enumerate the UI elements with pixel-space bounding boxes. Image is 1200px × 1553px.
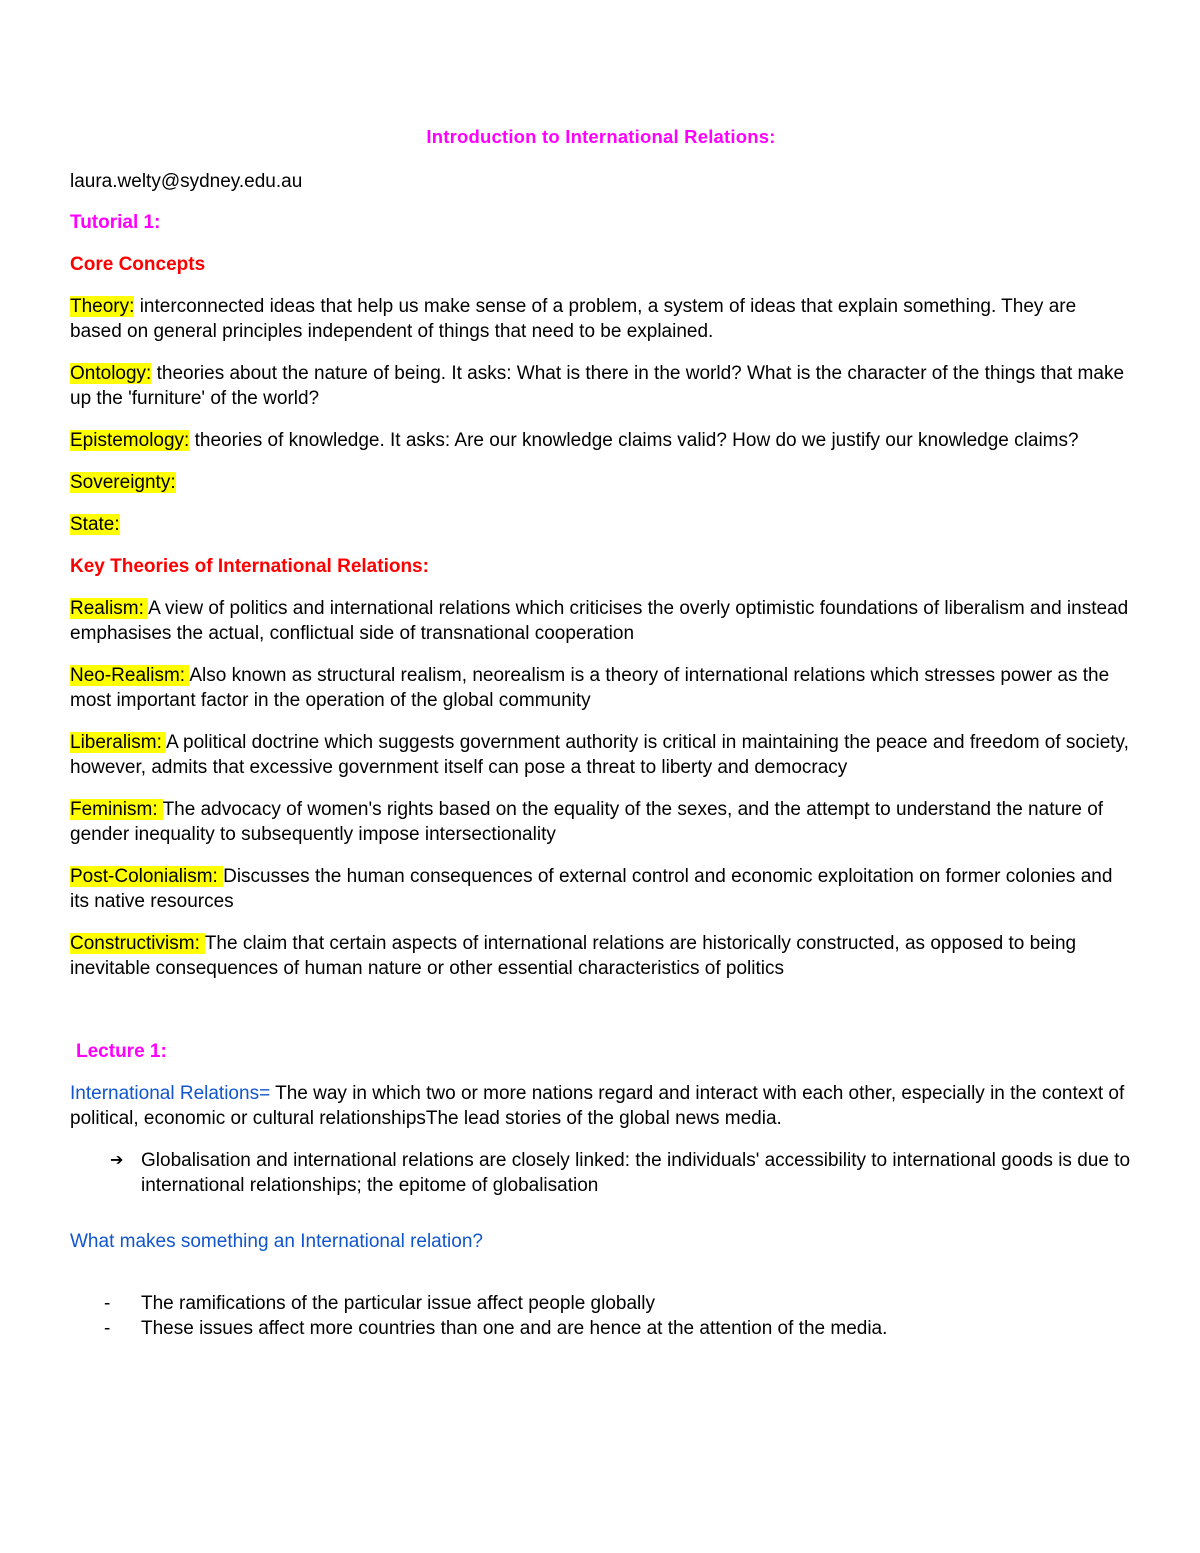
term-highlight: Theory: [70, 296, 135, 317]
arrow-bullet-icon: ➔ [110, 1152, 124, 1169]
list-item [70, 1148, 1132, 1198]
list-item-text: These issues affect more countries than one and are hence at the attention of the media. [141, 1318, 888, 1339]
theory-liberalism [70, 730, 1132, 780]
term-highlight: Neo-Realism: [70, 665, 190, 686]
author-email: laura.welty@sydney.edu.au [70, 171, 303, 192]
definition-text: A view of politics and international relations which criticises the overly optimistic foundations of liberalism and instead emphasises the actual, conflictual side of transnational cooperation [70, 598, 1129, 644]
definition-text: theories of knowledge. It asks: Are our knowledge claims valid? How do we justify our knowledge claims? [189, 430, 1079, 451]
theory-feminism [70, 797, 1132, 847]
list-item [70, 1291, 1132, 1316]
term-highlight: Constructivism: [70, 933, 205, 954]
term-highlight: Epistemology: [70, 430, 190, 451]
key-theories-heading: Key Theories of International Relations: [70, 556, 429, 577]
dash-bullet-list [70, 1291, 1132, 1341]
term-highlight: Realism: [70, 598, 149, 619]
definition-text: The advocacy of women's rights based on the equality of the sexes, and the attempt to understand the nature of gender inequality to subsequently impose intersectionality [70, 799, 1104, 845]
term-highlight: Post-Colonialism: [70, 866, 224, 887]
document-title: Introduction to International Relations: [426, 126, 776, 147]
definition-text: Also known as structural realism, neorealism is a theory of international relations which stresses power as the most important factor in the operation of the global community [70, 665, 1110, 711]
definition-state [70, 512, 1132, 537]
definition-theory [70, 294, 1132, 344]
definition-text: interconnected ideas that help us make sense of a problem, a system of ideas that explain something. They are based on general principles independent of things that need to be explained. [70, 296, 1077, 342]
tutorial-heading: Tutorial 1: [70, 212, 161, 233]
list-item [70, 1316, 1132, 1341]
theory-neo-realism [70, 663, 1132, 713]
definition-text: theories about the nature of being. It asks: What is there in the world? What is the character of the things that make up the 'furniture' of the world? [70, 363, 1125, 409]
list-item-text: The ramifications of the particular issue affect people globally [141, 1293, 655, 1314]
term-highlight: State: [70, 514, 120, 535]
term-blue: International Relations= [70, 1083, 271, 1104]
theory-constructivism [70, 931, 1132, 981]
definition-ontology [70, 361, 1132, 411]
term-highlight: Liberalism: [70, 732, 167, 753]
dash-bullet-icon: - [104, 1318, 111, 1339]
section-question: What makes something an International relation? [70, 1231, 483, 1252]
definition-text: A political doctrine which suggests government authority is critical in maintaining the peace and freedom of society, however, admits that excessive government itself can pose a threat to liberty and democracy [70, 732, 1129, 778]
theory-realism [70, 596, 1132, 646]
document-page [70, 124, 1132, 1341]
lecture-heading: Lecture 1: [76, 1041, 167, 1062]
definition-text: The way in which two or more nations regard and interact with each other, especially in the context of political, economic or cultural relationshipsThe lead stories of the global news media. [70, 1083, 1125, 1129]
term-highlight: Sovereignty: [70, 472, 176, 493]
definition-text: Discusses the human consequences of external control and economic exploitation on former colonies and its native resources [70, 866, 1113, 912]
dash-bullet-icon: - [104, 1293, 111, 1314]
definition-sovereignty [70, 470, 1132, 495]
definition-international-relations [70, 1081, 1132, 1131]
definition-epistemology [70, 428, 1132, 453]
core-concepts-heading: Core Concepts [70, 254, 206, 275]
definition-text: The claim that certain aspects of international relations are historically constructed, as opposed to being inevitable consequences of human nature or other essential characteristics of politics [70, 933, 1077, 979]
term-highlight: Feminism: [70, 799, 163, 820]
term-highlight: Ontology: [70, 363, 152, 384]
arrow-bullet-list [70, 1148, 1132, 1198]
theory-post-colonialism [70, 864, 1132, 914]
list-item-text: Globalisation and international relations are closely linked: the individuals' accessibility to international goods is due to international relationships; the epitome of globalisation [141, 1150, 1131, 1196]
